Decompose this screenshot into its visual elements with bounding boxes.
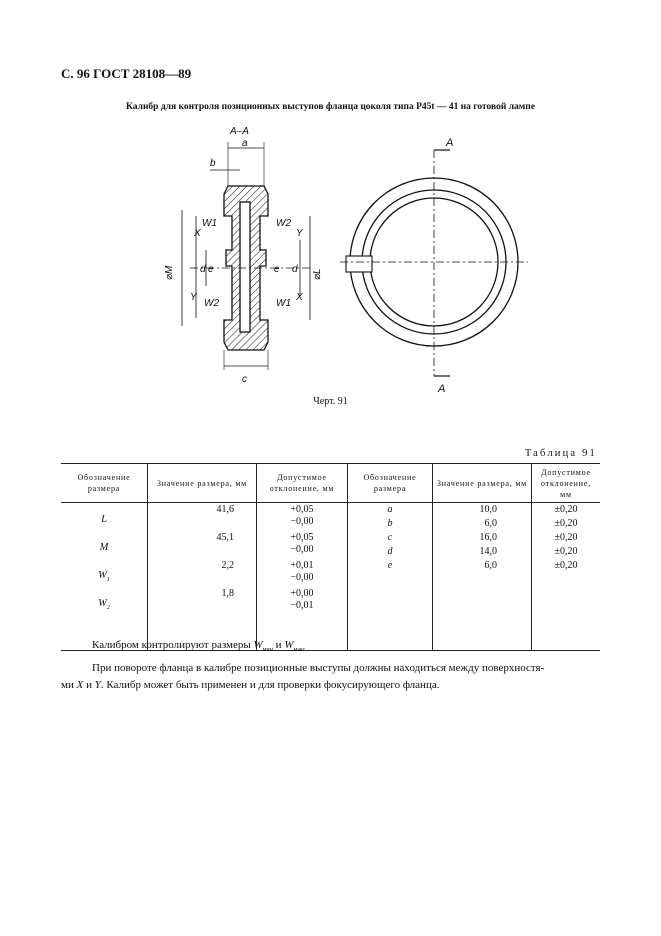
left-tolerance-col xyxy=(257,503,348,651)
dim-d-left: d xyxy=(200,264,206,275)
paragraph-1: Калибром контролируют размеры $W_{мин}$ и $W_{макс}$ xyxy=(92,639,306,654)
dim-d-right: d xyxy=(292,264,298,275)
tol-minus: −0,00 xyxy=(290,544,314,555)
dim-a: a xyxy=(242,138,248,149)
sym-e: e xyxy=(387,560,393,571)
val-M: 45,1 xyxy=(216,532,234,543)
col-header: Значение размера, мм xyxy=(433,464,532,503)
val-W1: 2,2 xyxy=(221,560,234,571)
left-value-col xyxy=(148,503,257,651)
right-value-col xyxy=(433,503,532,651)
dim-b: b xyxy=(210,158,216,169)
sym-M: M xyxy=(99,542,109,553)
tol-c: ±0,20 xyxy=(554,532,578,543)
sym-a: a xyxy=(387,504,393,515)
right-tolerance-col xyxy=(532,503,601,651)
col-header: Обозначение размера xyxy=(61,464,148,503)
label-w1-top: W1 xyxy=(202,218,217,229)
sym-W1: $W_1$ xyxy=(98,570,110,584)
val-W2: 1,8 xyxy=(221,588,234,599)
tol-minus: −0,00 xyxy=(290,572,314,583)
table-body-row xyxy=(61,503,600,651)
section-label: А–А xyxy=(230,126,249,137)
sym-d: d xyxy=(387,546,393,557)
label-x-top: X xyxy=(194,228,201,239)
col-header: Допустимое отклонение, мм xyxy=(257,464,348,503)
dim-phiM: ⌀M xyxy=(164,265,175,280)
tol-plus: +0,05 xyxy=(290,504,314,515)
left-symbol-col xyxy=(61,503,148,651)
val-L: 41,6 xyxy=(216,504,234,515)
cut-label-bottom: A xyxy=(438,383,446,395)
paragraph-2-line-1: При повороте фланца в калибре позиционные выступы должны находиться между поверхностя- xyxy=(92,662,545,674)
val-e: 6,0 xyxy=(484,560,497,571)
right-symbol-col xyxy=(348,503,433,651)
table-label: Таблица 91 xyxy=(524,448,597,459)
dim-e-left: e xyxy=(208,264,214,275)
sym-c: c xyxy=(387,532,393,543)
front-view xyxy=(340,150,528,376)
col-header: Значение размера, мм xyxy=(148,464,257,503)
label-w2-top: W2 xyxy=(276,218,291,229)
paragraph-2-line-2: ми X и Y. Калибр может быть применен и для проверки фокусирующего фланца. xyxy=(61,679,440,691)
tol-a: ±0,20 xyxy=(554,504,578,515)
technical-drawing xyxy=(150,120,530,400)
tol-minus: −0,00 xyxy=(290,516,314,527)
cut-label-top: A xyxy=(446,137,454,149)
col-header: Обозначение размера xyxy=(348,464,433,503)
sym-L: L xyxy=(101,514,107,525)
dim-phiL: ⌀L xyxy=(312,268,323,280)
tol-plus: +0,01 xyxy=(290,560,314,571)
dim-e-right: e xyxy=(274,264,280,275)
col-header: Допустимое отклонение, мм xyxy=(532,464,601,503)
tol-d: ±0,20 xyxy=(554,546,578,557)
label-w1-bottom: W1 xyxy=(276,298,291,309)
tol-b: ±0,20 xyxy=(554,518,578,529)
val-a: 10,0 xyxy=(479,504,497,515)
dimensions-table xyxy=(61,463,600,651)
figure-caption: Калибр для контроля позиционных выступов фланца цоколя типа P45t — 41 на готовой лампе xyxy=(126,102,535,112)
label-w2-bottom: W2 xyxy=(204,298,219,309)
table-header-row xyxy=(61,464,600,503)
sym-b: b xyxy=(387,518,393,529)
label-y-top: Y xyxy=(296,228,303,239)
label-y-bottom: Y xyxy=(190,292,197,303)
val-d: 14,0 xyxy=(479,546,497,557)
sym-W2: $W_2$ xyxy=(98,598,110,612)
section-view xyxy=(182,142,310,370)
tol-plus: +0,00 xyxy=(290,588,314,599)
page-header: С. 96 ГОСТ 28108—89 xyxy=(61,66,192,81)
val-c: 16,0 xyxy=(479,532,497,543)
tol-plus: +0,05 xyxy=(290,532,314,543)
dim-c: c xyxy=(242,374,247,385)
label-x-bottom: X xyxy=(296,292,303,303)
val-b: 6,0 xyxy=(484,518,497,529)
tol-minus: −0,01 xyxy=(290,600,314,611)
figure-label: Черт. 91 xyxy=(313,396,348,407)
tol-e: ±0,20 xyxy=(554,560,578,571)
